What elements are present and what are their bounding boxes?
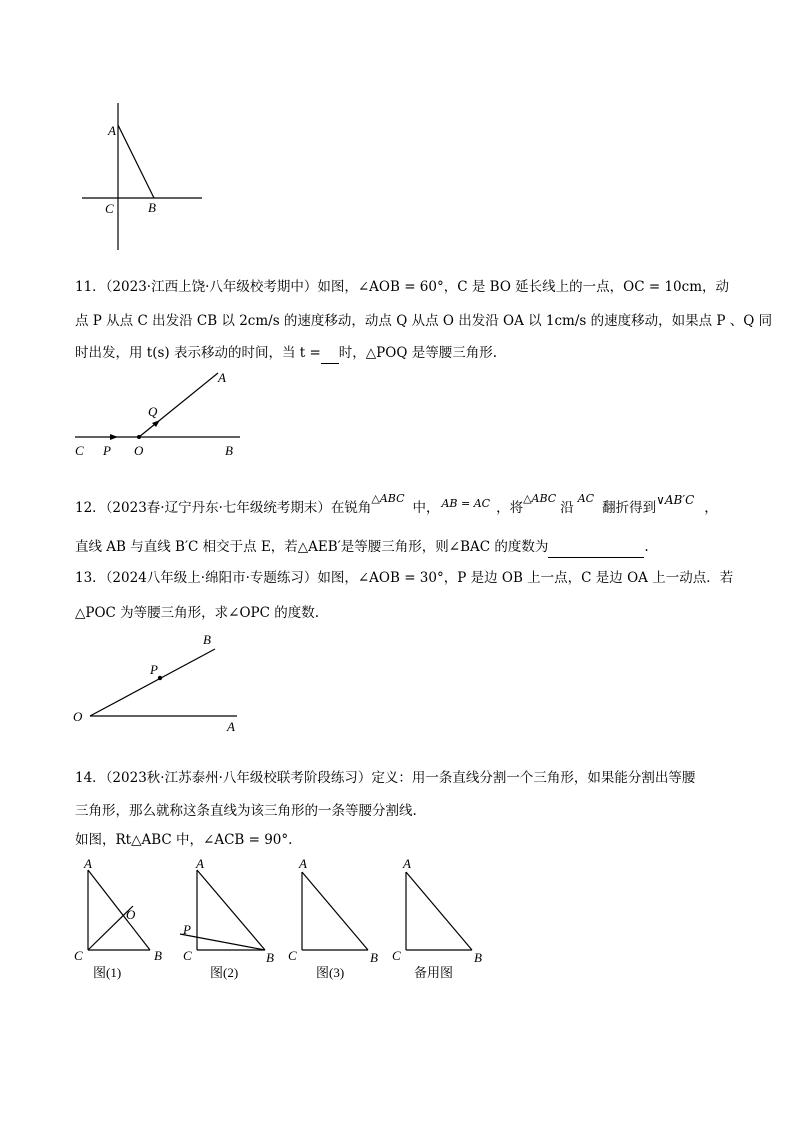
label-b: B [203, 632, 211, 647]
q14-line1: 14．（2023秋·江苏泰州·八年级校联考阶段练习）定义：用一条直线分割一个三角形，如果能分割出等腰 [75, 770, 696, 786]
f1-b: B [154, 948, 162, 963]
label-p: P [150, 662, 158, 677]
f3-a: A [299, 856, 307, 871]
fig14-4 [392, 856, 482, 980]
label-o: O [134, 443, 144, 458]
q12-line1 [75, 492, 725, 519]
fig14-1 [74, 856, 162, 980]
figure-q10 [70, 95, 220, 255]
q12-tri: △ABC [371, 492, 405, 505]
label-b: B [225, 443, 233, 458]
f2-c: C [183, 948, 192, 963]
q12-line2b: . [644, 539, 649, 555]
f1-caption: 图(1) [93, 965, 122, 980]
label-p: P [103, 443, 111, 458]
q12-jiang: ，将 [496, 500, 524, 516]
f3-b: B [370, 950, 378, 965]
f3-c: C [288, 948, 297, 963]
f3-caption: 图(3) [316, 965, 345, 980]
q14-line3: 如图，Rt△ABC 中，∠ACB = 90°. [75, 832, 293, 848]
q12-mid: 中， [412, 500, 440, 516]
q12-text-a: 12．（2023春·辽宁丹东·七年级统考期末）在锐角 [75, 500, 372, 516]
q12-line2 [75, 537, 725, 558]
f4-a: A [403, 856, 411, 871]
label-a: A [227, 719, 235, 734]
q12-eq: AB = AC [441, 497, 491, 510]
f2-b: B [266, 950, 274, 965]
f1-a: A [84, 856, 92, 871]
f1-c: C [74, 948, 83, 963]
f2-a: A [196, 856, 204, 871]
q12-fanzhe: 翻折得到 [602, 500, 657, 516]
f4-caption: 备用图 [414, 965, 454, 980]
q11-line3 [75, 343, 725, 364]
fig14-2 [180, 856, 274, 980]
f1-o: O [126, 907, 136, 922]
q14-line2: 三角形，那么就称这条直线为该三角形的一条等腰分割线. [75, 803, 417, 819]
q12-ac: AC [577, 492, 595, 505]
q11-line3a: 时出发，用 t(s) 表示移动的时间，当 t = [75, 345, 321, 361]
label-a: A [108, 123, 116, 138]
label-q: Q [148, 404, 158, 419]
q11-line3b: 时，△POQ 是等腰三角形. [338, 345, 497, 361]
q12-line2a: 直线 AB 与直线 B′C 相交于点 E，若△AEB′是等腰三角形，则∠BAC 的度数为 [75, 539, 549, 555]
figure-q13 [70, 628, 255, 738]
f2-p: P [183, 922, 191, 937]
q11-line2: 点 P 从点 C 出发沿 CB 以 2cm/s 的速度移动，动点 Q 从点 O 出发沿 OA 以 1cm/s 的速度移动，如果点 P 、Q 同 [75, 313, 773, 329]
label-c: C [105, 201, 114, 216]
f4-b: B [474, 950, 482, 965]
label-c: C [75, 443, 84, 458]
label-o: O [73, 709, 83, 724]
q12-tri2: △ABC [523, 492, 557, 505]
fig14-3 [288, 856, 378, 980]
label-a: A [218, 370, 226, 385]
f4-c: C [392, 948, 401, 963]
q12-res: ∨AB′C [656, 493, 695, 507]
q12-comma: ， [704, 500, 718, 516]
q11-line1: 11．（2023·江西上饶·八年级校考期中）如图，∠AOB = 60°，C 是 BO 延长线上的一点，OC = 10cm，动 [75, 279, 730, 295]
q12-yan: 沿 [560, 500, 574, 516]
f2-caption: 图(2) [210, 965, 239, 980]
q13-line1: 13．（2024八年级上·绵阳市·专题练习）如图，∠AOB = 30°，P 是边 OB 上一点，C 是边 OA 上一动点．若 [75, 570, 734, 586]
label-b: B [148, 200, 156, 215]
figure-q14 [70, 852, 500, 987]
figure-q11 [70, 365, 260, 460]
q13-line2: △POC 为等腰三角形，求∠OPC 的度数. [75, 605, 320, 621]
